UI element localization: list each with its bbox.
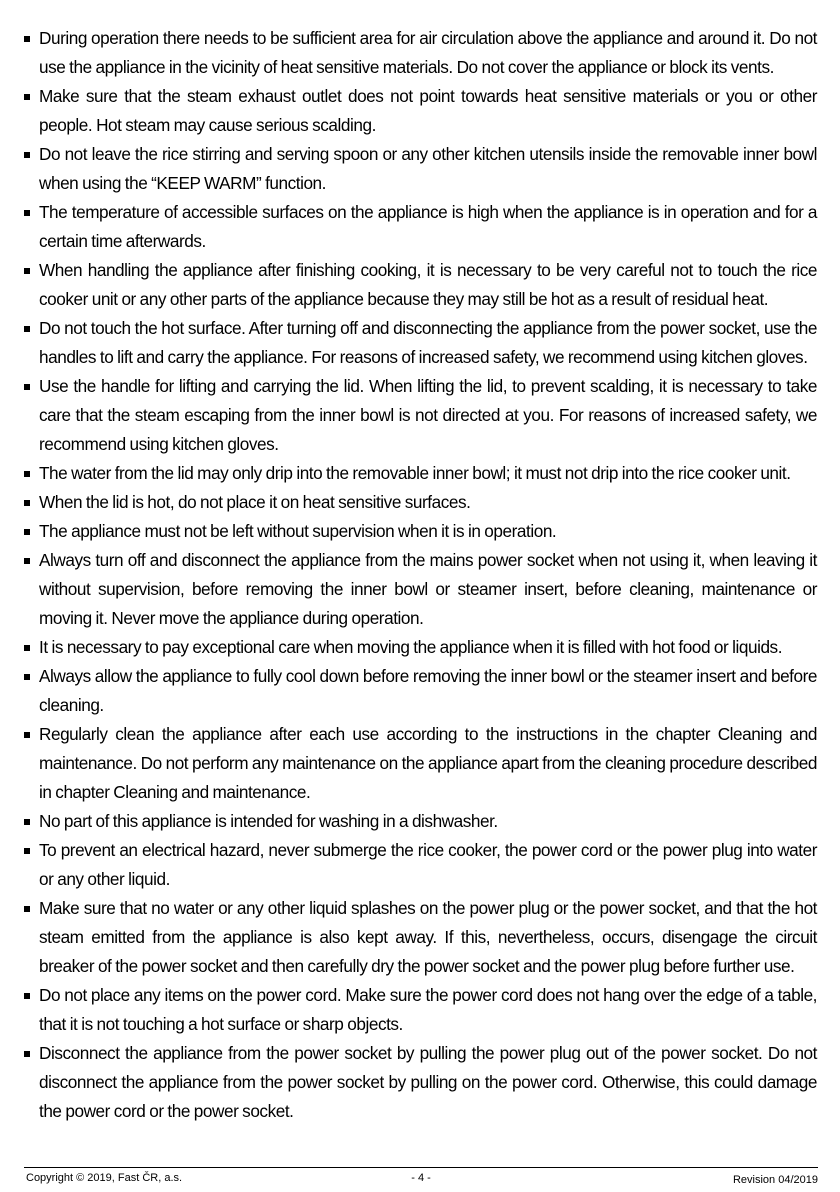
bullet-square-icon [24, 732, 30, 738]
bullet-square-icon [24, 848, 30, 854]
instructions-section [24, 24, 817, 1126]
list-item [24, 546, 817, 633]
list-item [24, 836, 817, 894]
bullet-square-icon [24, 94, 30, 100]
safety-instructions-list [24, 24, 817, 1126]
bullet-square-icon [24, 1051, 30, 1057]
list-item-text: Do not place any items on the power cord. Make sure the power cord does not hang over the edge of a table, that it is not touching a hot surface or sharp objects. [39, 985, 817, 1034]
list-item-text: To prevent an electrical hazard, never submerge the rice cooker, the power cord or the power plug into water or any other liquid. [39, 840, 817, 889]
list-item-text: During operation there needs to be sufficient area for air circulation above the appliance and around it. Do not use the appliance in the vicinity of heat sensitive materials. Do not cover the appliance or block its vents. [39, 28, 817, 77]
bullet-square-icon [24, 993, 30, 999]
list-item-text: Use the handle for lifting and carrying the lid. When lifting the lid, to prevent scalding, it is necessary to take care that the steam escaping from the inner bowl is not directed at you. For reasons of increased safety, we recommend using kitchen gloves. [39, 376, 817, 454]
list-item-text: Make sure that no water or any other liquid splashes on the power plug or the power socket, and that the hot steam emitted from the appliance is also kept away. If this, nevertheless, occurs, disengage the circuit breaker of the power socket and then carefully dry the power socket and the power plug before further use. [39, 898, 817, 976]
list-item [24, 633, 817, 662]
copyright-text: Copyright © 2019, Fast ČR, a.s. [26, 1172, 183, 1184]
list-item-text: Disconnect the appliance from the power socket by pulling the power plug out of the power socket. Do not disconnect the appliance from the power socket by pulling on the power cord. Otherwise, this could damage the power cord or the power socket. [39, 1043, 817, 1121]
list-item [24, 24, 817, 82]
list-item [24, 372, 817, 459]
list-item [24, 459, 817, 488]
list-item-text: Do not leave the rice stirring and serving spoon or any other kitchen utensils inside the removable inner bowl when using the “KEEP WARM” function. [39, 144, 817, 193]
bullet-square-icon [24, 471, 30, 477]
list-item [24, 1039, 817, 1126]
revision-text: Revision 04/2019 [732, 1174, 818, 1186]
bullet-square-icon [24, 384, 30, 390]
bullet-square-icon [24, 674, 30, 680]
list-item [24, 662, 817, 720]
page-footer [24, 1167, 818, 1186]
page-number: - 4 - [411, 1172, 431, 1184]
list-item-text: Do not touch the hot surface. After turning off and disconnecting the appliance from the power socket, use the handles to lift and carry the appliance. For reasons of increased safety, we recommend using kitchen gloves. [39, 318, 817, 367]
bullet-square-icon [24, 819, 30, 825]
list-item-text: Always turn off and disconnect the appliance from the mains power socket when not using it, when leaving it without supervision, before removing the inner bowl or steamer insert, before cleaning, maintenance or moving it. Never move the appliance during operation. [39, 550, 817, 628]
bullet-square-icon [24, 558, 30, 564]
list-item-text: Regularly clean the appliance after each use according to the instructions in the chapter Cleaning and maintenance. Do not perform any maintenance on the appliance apart from the cleaning procedure described in chapter Cleaning and maintenance. [39, 724, 817, 802]
list-item-text: When the lid is hot, do not place it on heat sensitive surfaces. [39, 492, 471, 512]
list-item [24, 314, 817, 372]
list-item [24, 807, 817, 836]
list-item [24, 488, 817, 517]
list-item-text: The appliance must not be left without supervision when it is in operation. [39, 521, 557, 541]
list-item [24, 82, 817, 140]
list-item-text: Always allow the appliance to fully cool down before removing the inner bowl or the steamer insert and before cleaning. [39, 666, 817, 715]
bullet-square-icon [24, 326, 30, 332]
list-item [24, 198, 817, 256]
list-item [24, 894, 817, 981]
list-item [24, 256, 817, 314]
bullet-square-icon [24, 529, 30, 535]
list-item-text: The water from the lid may only drip into the removable inner bowl; it must not drip into the rice cooker unit. [39, 463, 791, 483]
list-item-text: It is necessary to pay exceptional care when moving the appliance when it is filled with hot food or liquids. [39, 637, 783, 657]
list-item [24, 981, 817, 1039]
list-item-text: When handling the appliance after finishing cooking, it is necessary to be very careful not to touch the rice cooker unit or any other parts of the appliance because they may still be hot as a result of residual heat. [39, 260, 817, 309]
list-item-text: The temperature of accessible surfaces on the appliance is high when the appliance is in operation and for a certain time afterwards. [39, 202, 817, 251]
bullet-square-icon [24, 500, 30, 506]
bullet-square-icon [24, 152, 30, 158]
list-item [24, 140, 817, 198]
list-item-text: Make sure that the steam exhaust outlet does not point towards heat sensitive materials or you or other people. Hot steam may cause serious scalding. [39, 86, 817, 135]
list-item [24, 517, 817, 546]
list-item-text: No part of this appliance is intended for washing in a dishwasher. [39, 811, 498, 831]
bullet-square-icon [24, 268, 30, 274]
bullet-square-icon [24, 906, 30, 912]
bullet-square-icon [24, 210, 30, 216]
bullet-square-icon [24, 36, 30, 42]
bullet-square-icon [24, 645, 30, 651]
list-item [24, 720, 817, 807]
